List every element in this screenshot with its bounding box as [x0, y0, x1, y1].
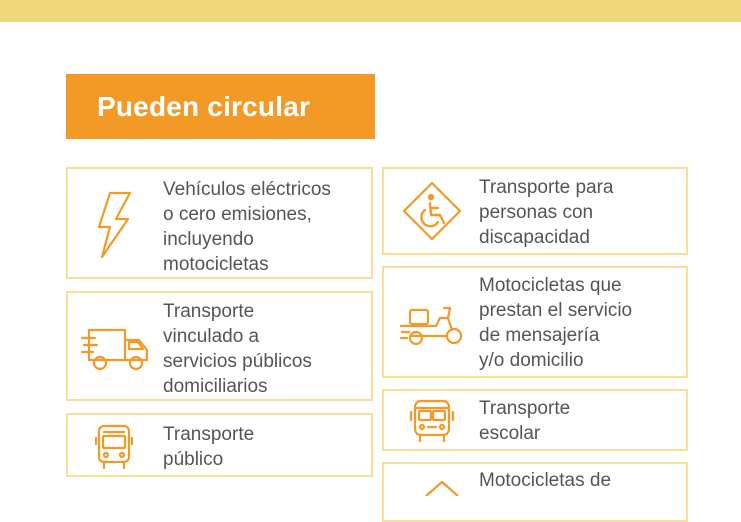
card-public-services-transport-label: Transporte vinculado a servicios públicos domiciliarios [163, 301, 312, 397]
card-motorcycles-partial [382, 462, 688, 522]
card-public-transport-label: Transporte público [163, 424, 255, 470]
card-disability-transport [382, 167, 688, 255]
card-electric-vehicles [66, 167, 373, 279]
card-electric-vehicles-label: Vehículos eléctricos o cero emisiones, incluyendo motocicletas [163, 179, 331, 275]
card-messenger-motorcycles [382, 266, 688, 378]
card-school-transport-label: Transporte escolar [479, 398, 571, 444]
delivery-truck-icon [80, 323, 152, 375]
card-disability-transport-label: Transporte para personas con discapacidad [479, 177, 614, 248]
card-motorcycles-partial-label: Motocicletas de [479, 470, 612, 491]
section-heading-title: Pueden circular [97, 90, 311, 122]
card-messenger-motorcycles-label: Motocicletas que prestan el servicio de mensajería y/o domicilio [479, 275, 633, 371]
lightning-bolt-icon [86, 189, 142, 261]
card-public-services-transport [66, 291, 373, 401]
card-public-transport [66, 413, 373, 477]
wheelchair-icon [400, 179, 464, 243]
school-bus-icon [404, 397, 460, 445]
bus-icon [90, 422, 138, 472]
section-heading [66, 74, 375, 139]
partial-icon [422, 476, 462, 496]
card-school-transport [382, 389, 688, 451]
delivery-scooter-icon [398, 296, 468, 352]
top-banner-bar [0, 0, 741, 22]
